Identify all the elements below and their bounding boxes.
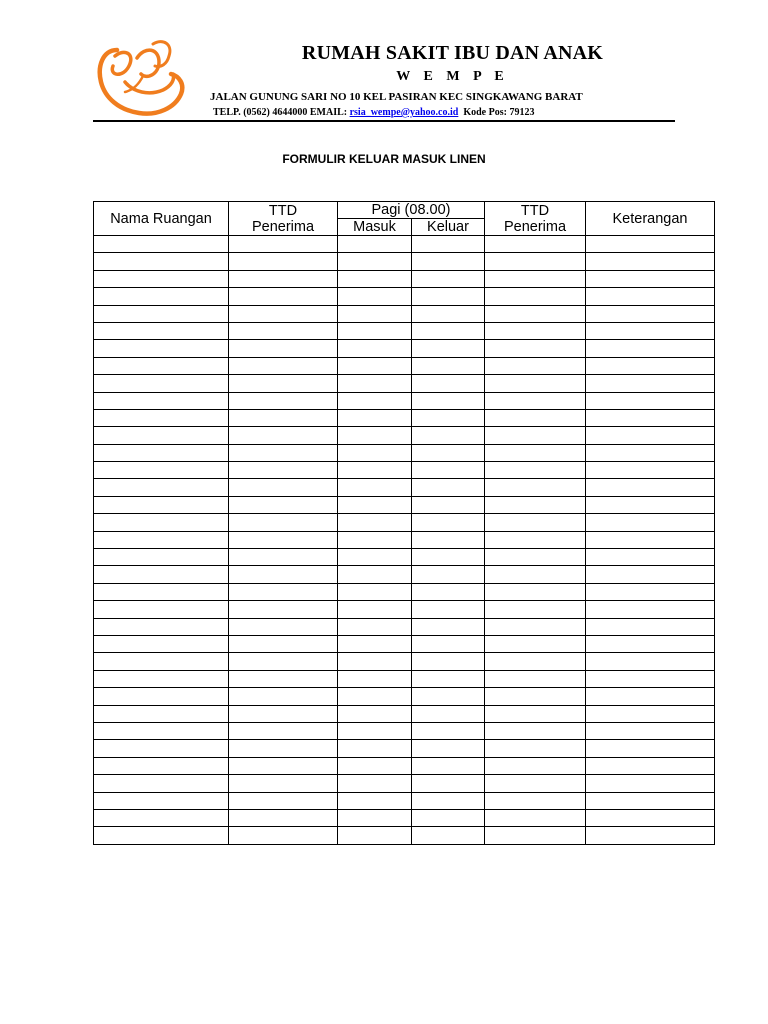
cell-ttd-penerima-2[interactable]: [485, 514, 586, 531]
cell-ttd-penerima-2[interactable]: [485, 601, 586, 618]
cell-ttd-penerima-2[interactable]: [485, 792, 586, 809]
cell-ttd-penerima-1[interactable]: [229, 757, 338, 774]
cell-ttd-penerima-2[interactable]: [485, 444, 586, 461]
col-keluar: Keluar: [412, 219, 485, 236]
cell-masuk[interactable]: [338, 531, 412, 548]
cell-keterangan[interactable]: [586, 375, 715, 392]
cell-keterangan[interactable]: [586, 340, 715, 357]
cell-ttd-penerima-1[interactable]: [229, 670, 338, 687]
cell-nama-ruangan[interactable]: [94, 653, 229, 670]
table-row: [94, 722, 715, 739]
cell-masuk[interactable]: [338, 549, 412, 566]
cell-keterangan[interactable]: [586, 722, 715, 739]
cell-keluar[interactable]: [412, 462, 485, 479]
cell-ttd-penerima-1[interactable]: [229, 705, 338, 722]
cell-keluar[interactable]: [412, 409, 485, 426]
cell-masuk[interactable]: [338, 236, 412, 253]
cell-ttd-penerima-1[interactable]: [229, 775, 338, 792]
cell-ttd-penerima-1[interactable]: [229, 392, 338, 409]
cell-keluar[interactable]: [412, 566, 485, 583]
cell-nama-ruangan[interactable]: [94, 427, 229, 444]
cell-nama-ruangan[interactable]: [94, 566, 229, 583]
header-divider: [93, 120, 675, 122]
cell-masuk[interactable]: [338, 340, 412, 357]
cell-ttd-penerima-2[interactable]: [485, 496, 586, 513]
cell-keluar[interactable]: [412, 653, 485, 670]
cell-ttd-penerima-1[interactable]: [229, 357, 338, 374]
cell-keterangan[interactable]: [586, 566, 715, 583]
cell-ttd-penerima-2[interactable]: [485, 392, 586, 409]
cell-nama-ruangan[interactable]: [94, 340, 229, 357]
cell-masuk[interactable]: [338, 809, 412, 826]
cell-ttd-penerima-2[interactable]: [485, 322, 586, 339]
cell-ttd-penerima-1[interactable]: [229, 583, 338, 600]
hospital-name: RUMAH SAKIT IBU DAN ANAK: [301, 42, 604, 64]
cell-masuk[interactable]: [338, 722, 412, 739]
cell-nama-ruangan[interactable]: [94, 705, 229, 722]
cell-ttd-penerima-2[interactable]: [485, 357, 586, 374]
cell-ttd-penerima-1[interactable]: [229, 496, 338, 513]
table-row: [94, 792, 715, 809]
cell-ttd-penerima-1[interactable]: [229, 531, 338, 548]
cell-ttd-penerima-2[interactable]: [485, 653, 586, 670]
table-row: [94, 392, 715, 409]
cell-keterangan[interactable]: [586, 409, 715, 426]
cell-ttd-penerima-2[interactable]: [485, 409, 586, 426]
cell-nama-ruangan[interactable]: [94, 322, 229, 339]
cell-masuk[interactable]: [338, 375, 412, 392]
col-ttd-penerima-1: [229, 202, 338, 236]
cell-keluar[interactable]: [412, 827, 485, 844]
cell-masuk[interactable]: [338, 757, 412, 774]
cell-keterangan[interactable]: [586, 357, 715, 374]
table-body: [94, 236, 715, 845]
cell-keterangan[interactable]: [586, 618, 715, 635]
cell-masuk[interactable]: [338, 357, 412, 374]
cell-nama-ruangan[interactable]: [94, 670, 229, 687]
cell-nama-ruangan[interactable]: [94, 514, 229, 531]
table-row: [94, 496, 715, 513]
cell-masuk[interactable]: [338, 253, 412, 270]
cell-ttd-penerima-2[interactable]: [485, 479, 586, 496]
cell-keterangan[interactable]: [586, 670, 715, 687]
cell-keluar[interactable]: [412, 514, 485, 531]
table-row: [94, 479, 715, 496]
cell-keterangan[interactable]: [586, 635, 715, 652]
cell-ttd-penerima-2[interactable]: [485, 618, 586, 635]
cell-ttd-penerima-2[interactable]: [485, 583, 586, 600]
cell-masuk[interactable]: [338, 601, 412, 618]
cell-keluar[interactable]: [412, 531, 485, 548]
cell-keterangan[interactable]: [586, 653, 715, 670]
cell-keluar[interactable]: [412, 601, 485, 618]
cell-nama-ruangan[interactable]: [94, 479, 229, 496]
cell-keterangan[interactable]: [586, 514, 715, 531]
col-ttd-label: TTD: [268, 202, 298, 219]
cell-keluar[interactable]: [412, 392, 485, 409]
hospital-subname: W E M P E: [396, 69, 509, 84]
col-nama-ruangan: Nama Ruangan: [94, 202, 229, 236]
cell-keterangan[interactable]: [586, 757, 715, 774]
cell-ttd-penerima-2[interactable]: [485, 375, 586, 392]
cell-keterangan[interactable]: [586, 236, 715, 253]
cell-nama-ruangan[interactable]: [94, 618, 229, 635]
cell-ttd-penerima-1[interactable]: [229, 375, 338, 392]
cell-nama-ruangan[interactable]: [94, 549, 229, 566]
cell-keterangan[interactable]: [586, 392, 715, 409]
table-row: [94, 705, 715, 722]
cell-keluar[interactable]: [412, 236, 485, 253]
cell-keluar[interactable]: [412, 375, 485, 392]
cell-keterangan[interactable]: [586, 792, 715, 809]
cell-keterangan[interactable]: [586, 531, 715, 548]
cell-keluar[interactable]: [412, 775, 485, 792]
cell-keterangan[interactable]: [586, 705, 715, 722]
cell-ttd-penerima-2[interactable]: [485, 809, 586, 826]
cell-keterangan[interactable]: [586, 253, 715, 270]
email-link[interactable]: rsia_wempe@yahoo.co.id: [349, 107, 459, 118]
table-row: [94, 253, 715, 270]
cell-nama-ruangan[interactable]: [94, 792, 229, 809]
cell-ttd-penerima-1[interactable]: [229, 409, 338, 426]
postal-code: Kode Pos: 79123: [463, 107, 535, 118]
table-row: [94, 757, 715, 774]
cell-keluar[interactable]: [412, 253, 485, 270]
linen-form-table: [93, 201, 715, 845]
cell-nama-ruangan[interactable]: [94, 583, 229, 600]
cell-ttd-penerima-1[interactable]: [229, 809, 338, 826]
col-masuk: Masuk: [338, 219, 412, 236]
cell-nama-ruangan[interactable]: [94, 775, 229, 792]
table-row: [94, 549, 715, 566]
hospital-contact: [213, 107, 534, 118]
cell-ttd-penerima-1[interactable]: [229, 236, 338, 253]
cell-keluar[interactable]: [412, 444, 485, 461]
cell-masuk[interactable]: [338, 740, 412, 757]
cell-keluar[interactable]: [412, 809, 485, 826]
table-row: [94, 566, 715, 583]
cell-ttd-penerima-1[interactable]: [229, 305, 338, 322]
table-row: [94, 688, 715, 705]
cell-ttd-penerima-1[interactable]: [229, 479, 338, 496]
cell-keluar[interactable]: [412, 322, 485, 339]
cell-keluar[interactable]: [412, 670, 485, 687]
table-row: [94, 670, 715, 687]
cell-nama-ruangan[interactable]: [94, 357, 229, 374]
cell-masuk[interactable]: [338, 792, 412, 809]
cell-nama-ruangan[interactable]: [94, 375, 229, 392]
cell-keterangan[interactable]: [586, 444, 715, 461]
cell-keluar[interactable]: [412, 288, 485, 305]
cell-keluar[interactable]: [412, 705, 485, 722]
cell-ttd-penerima-2[interactable]: [485, 635, 586, 652]
mother-child-logo-icon: [95, 36, 190, 118]
cell-masuk[interactable]: [338, 409, 412, 426]
cell-nama-ruangan[interactable]: [94, 305, 229, 322]
cell-masuk[interactable]: [338, 305, 412, 322]
cell-masuk[interactable]: [338, 514, 412, 531]
cell-ttd-penerima-2[interactable]: [485, 462, 586, 479]
table-row: [94, 653, 715, 670]
cell-ttd-penerima-1[interactable]: [229, 688, 338, 705]
cell-keluar[interactable]: [412, 340, 485, 357]
cell-masuk[interactable]: [338, 670, 412, 687]
cell-keterangan[interactable]: [586, 322, 715, 339]
cell-ttd-penerima-1[interactable]: [229, 288, 338, 305]
table-row: [94, 270, 715, 287]
col-penerima-label: Penerima: [503, 218, 567, 235]
cell-nama-ruangan[interactable]: [94, 827, 229, 844]
cell-keluar[interactable]: [412, 792, 485, 809]
cell-keterangan[interactable]: [586, 270, 715, 287]
cell-ttd-penerima-1[interactable]: [229, 566, 338, 583]
cell-nama-ruangan[interactable]: [94, 757, 229, 774]
cell-masuk[interactable]: [338, 444, 412, 461]
cell-masuk[interactable]: [338, 322, 412, 339]
cell-ttd-penerima-2[interactable]: [485, 253, 586, 270]
table-row: [94, 409, 715, 426]
cell-keterangan[interactable]: [586, 740, 715, 757]
cell-ttd-penerima-2[interactable]: [485, 827, 586, 844]
cell-ttd-penerima-2[interactable]: [485, 722, 586, 739]
table-row: [94, 340, 715, 357]
cell-keterangan[interactable]: [586, 288, 715, 305]
cell-ttd-penerima-1[interactable]: [229, 444, 338, 461]
cell-nama-ruangan[interactable]: [94, 722, 229, 739]
cell-keterangan[interactable]: [586, 809, 715, 826]
cell-keterangan[interactable]: [586, 462, 715, 479]
cell-masuk[interactable]: [338, 462, 412, 479]
col-pagi: Pagi (08.00): [338, 202, 485, 219]
cell-keluar[interactable]: [412, 722, 485, 739]
cell-keterangan[interactable]: [586, 601, 715, 618]
cell-ttd-penerima-2[interactable]: [485, 688, 586, 705]
cell-ttd-penerima-1[interactable]: [229, 514, 338, 531]
cell-keluar[interactable]: [412, 270, 485, 287]
cell-nama-ruangan[interactable]: [94, 635, 229, 652]
cell-nama-ruangan[interactable]: [94, 444, 229, 461]
cell-nama-ruangan[interactable]: [94, 809, 229, 826]
cell-nama-ruangan[interactable]: [94, 253, 229, 270]
cell-nama-ruangan[interactable]: [94, 740, 229, 757]
cell-ttd-penerima-1[interactable]: [229, 462, 338, 479]
table-row: [94, 236, 715, 253]
col-ttd-penerima-2: [485, 202, 586, 236]
cell-ttd-penerima-2[interactable]: [485, 288, 586, 305]
cell-keluar[interactable]: [412, 305, 485, 322]
cell-ttd-penerima-2[interactable]: [485, 775, 586, 792]
cell-keluar[interactable]: [412, 757, 485, 774]
cell-ttd-penerima-1[interactable]: [229, 792, 338, 809]
cell-masuk[interactable]: [338, 635, 412, 652]
table-row: [94, 809, 715, 826]
table-row: [94, 618, 715, 635]
cell-ttd-penerima-2[interactable]: [485, 236, 586, 253]
cell-ttd-penerima-1[interactable]: [229, 740, 338, 757]
cell-keluar[interactable]: [412, 635, 485, 652]
table-row: [94, 775, 715, 792]
table-row: [94, 462, 715, 479]
cell-ttd-penerima-2[interactable]: [485, 305, 586, 322]
cell-keluar[interactable]: [412, 740, 485, 757]
cell-nama-ruangan[interactable]: [94, 688, 229, 705]
cell-keluar[interactable]: [412, 583, 485, 600]
cell-ttd-penerima-1[interactable]: [229, 549, 338, 566]
cell-ttd-penerima-1[interactable]: [229, 427, 338, 444]
cell-ttd-penerima-1[interactable]: [229, 322, 338, 339]
col-keterangan: Keterangan: [586, 202, 715, 236]
cell-ttd-penerima-1[interactable]: [229, 601, 338, 618]
table-row: [94, 444, 715, 461]
cell-masuk[interactable]: [338, 827, 412, 844]
cell-masuk[interactable]: [338, 653, 412, 670]
cell-masuk[interactable]: [338, 427, 412, 444]
cell-nama-ruangan[interactable]: [94, 288, 229, 305]
cell-masuk[interactable]: [338, 688, 412, 705]
cell-nama-ruangan[interactable]: [94, 236, 229, 253]
cell-ttd-penerima-1[interactable]: [229, 722, 338, 739]
table-row: [94, 740, 715, 757]
cell-keluar[interactable]: [412, 357, 485, 374]
cell-keluar[interactable]: [412, 549, 485, 566]
cell-nama-ruangan[interactable]: [94, 270, 229, 287]
cell-masuk[interactable]: [338, 705, 412, 722]
phone-text: TELP. (0562) 4644000 EMAIL:: [213, 107, 350, 118]
cell-keluar[interactable]: [412, 496, 485, 513]
table-row: [94, 583, 715, 600]
cell-ttd-penerima-2[interactable]: [485, 531, 586, 548]
table-row: [94, 531, 715, 548]
cell-keterangan[interactable]: [586, 427, 715, 444]
table-row: [94, 288, 715, 305]
cell-ttd-penerima-1[interactable]: [229, 827, 338, 844]
cell-ttd-penerima-1[interactable]: [229, 270, 338, 287]
cell-keterangan[interactable]: [586, 827, 715, 844]
cell-keterangan[interactable]: [586, 775, 715, 792]
cell-masuk[interactable]: [338, 270, 412, 287]
cell-ttd-penerima-2[interactable]: [485, 566, 586, 583]
table-row: [94, 827, 715, 844]
cell-keterangan[interactable]: [586, 549, 715, 566]
col-ttd-label: TTD: [520, 202, 550, 219]
cell-keterangan[interactable]: [586, 305, 715, 322]
table-row: [94, 635, 715, 652]
cell-masuk[interactable]: [338, 566, 412, 583]
cell-keluar[interactable]: [412, 688, 485, 705]
table-row: [94, 322, 715, 339]
cell-ttd-penerima-1[interactable]: [229, 618, 338, 635]
cell-ttd-penerima-2[interactable]: [485, 670, 586, 687]
table-row: [94, 427, 715, 444]
cell-ttd-penerima-1[interactable]: [229, 653, 338, 670]
col-penerima-label: Penerima: [251, 218, 315, 235]
cell-nama-ruangan[interactable]: [94, 462, 229, 479]
cell-ttd-penerima-1[interactable]: [229, 635, 338, 652]
cell-ttd-penerima-2[interactable]: [485, 549, 586, 566]
cell-ttd-penerima-2[interactable]: [485, 757, 586, 774]
cell-nama-ruangan[interactable]: [94, 496, 229, 513]
table-row: [94, 357, 715, 374]
cell-ttd-penerima-1[interactable]: [229, 253, 338, 270]
cell-ttd-penerima-2[interactable]: [485, 270, 586, 287]
cell-masuk[interactable]: [338, 288, 412, 305]
cell-masuk[interactable]: [338, 392, 412, 409]
hospital-address: JALAN GUNUNG SARI NO 10 KEL PASIRAN KEC SINGKAWANG BARAT: [210, 91, 583, 103]
cell-keluar[interactable]: [412, 427, 485, 444]
cell-masuk[interactable]: [338, 479, 412, 496]
table-row: [94, 601, 715, 618]
cell-ttd-penerima-2[interactable]: [485, 427, 586, 444]
cell-keluar[interactable]: [412, 618, 485, 635]
cell-masuk[interactable]: [338, 775, 412, 792]
table-row: [94, 305, 715, 322]
table-row: [94, 375, 715, 392]
cell-keluar[interactable]: [412, 479, 485, 496]
cell-ttd-penerima-1[interactable]: [229, 340, 338, 357]
form-title: FORMULIR KELUAR MASUK LINEN: [282, 152, 486, 166]
cell-nama-ruangan[interactable]: [94, 392, 229, 409]
cell-keterangan[interactable]: [586, 479, 715, 496]
cell-ttd-penerima-2[interactable]: [485, 340, 586, 357]
cell-ttd-penerima-2[interactable]: [485, 740, 586, 757]
cell-keterangan[interactable]: [586, 496, 715, 513]
cell-masuk[interactable]: [338, 618, 412, 635]
cell-nama-ruangan[interactable]: [94, 409, 229, 426]
cell-keterangan[interactable]: [586, 583, 715, 600]
cell-nama-ruangan[interactable]: [94, 601, 229, 618]
cell-nama-ruangan[interactable]: [94, 531, 229, 548]
table-row: [94, 514, 715, 531]
cell-masuk[interactable]: [338, 583, 412, 600]
cell-ttd-penerima-2[interactable]: [485, 705, 586, 722]
cell-masuk[interactable]: [338, 496, 412, 513]
cell-keterangan[interactable]: [586, 688, 715, 705]
